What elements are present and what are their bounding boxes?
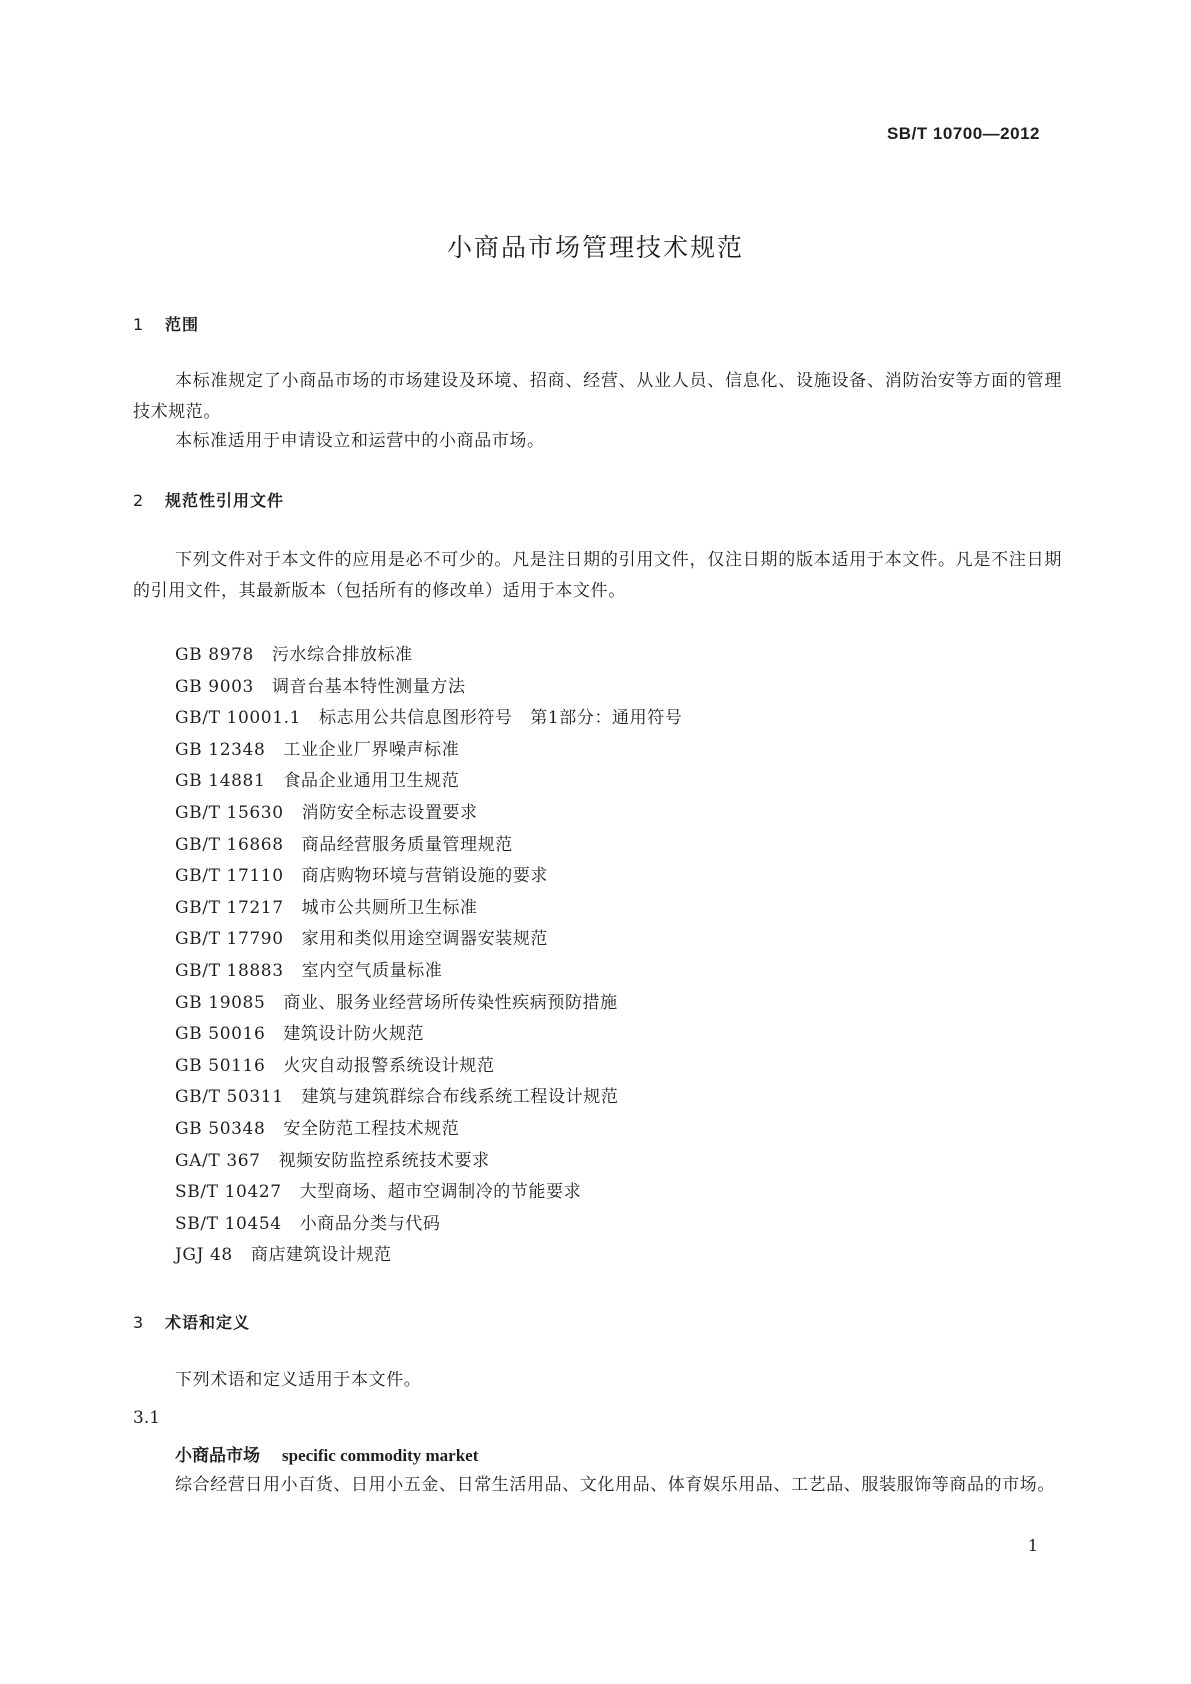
reference-item bbox=[175, 798, 682, 830]
reference-item bbox=[175, 703, 682, 735]
reference-title: 食品企业通用卫生规范 bbox=[283, 771, 460, 792]
reference-title: 标志用公共信息图形符号 第1部分：通用符号 bbox=[319, 708, 683, 729]
reference-code: GB/T 10001.1 bbox=[175, 708, 302, 729]
section-number: 3 bbox=[133, 1313, 145, 1332]
reference-title: 商店购物环境与营销设施的要求 bbox=[301, 866, 549, 887]
reference-title: 商品经营服务质量管理规范 bbox=[301, 834, 513, 855]
reference-title: 小商品分类与代码 bbox=[299, 1213, 441, 1234]
reference-item bbox=[175, 956, 682, 988]
reference-title: 火灾自动报警系统设计规范 bbox=[283, 1055, 495, 1076]
scope-paragraph: 本标准规定了小商品市场的市场建设及环境、招商、经营、从业人员、信息化、设施设备、消防治安等方面的管理技术规范。 bbox=[133, 371, 1062, 422]
reference-code: SB/T 10427 bbox=[175, 1182, 282, 1203]
reference-code: GB/T 50311 bbox=[175, 1087, 284, 1108]
reference-code: GB/T 17110 bbox=[175, 866, 284, 887]
reference-item bbox=[175, 924, 682, 956]
reference-code: GB/T 16868 bbox=[175, 834, 284, 855]
reference-title: 家用和类似用途空调器安装规范 bbox=[301, 929, 549, 950]
reference-item bbox=[175, 1082, 682, 1114]
scope-applicability-paragraph: 本标准适用于申请设立和运营中的小商品市场。 bbox=[175, 431, 545, 451]
terms-intro-paragraph: 下列术语和定义适用于本文件。 bbox=[175, 1370, 422, 1390]
standard-code: SB/T 10700—2012 bbox=[886, 124, 1040, 143]
section-heading-terms-definitions bbox=[133, 1310, 250, 1333]
reference-item bbox=[175, 735, 682, 767]
reference-item bbox=[175, 1177, 682, 1209]
reference-item bbox=[175, 861, 682, 893]
reference-code: GB 50116 bbox=[175, 1055, 266, 1076]
reference-title: 商业、服务业经营场所传染性疾病预防措施 bbox=[283, 992, 618, 1013]
term-english: specific commodity market bbox=[282, 1446, 479, 1465]
reference-title: 工业企业厂界噪声标准 bbox=[283, 739, 460, 760]
section-heading-scope bbox=[133, 312, 199, 335]
reference-code: GB/T 15630 bbox=[175, 802, 284, 823]
reference-item bbox=[175, 640, 682, 672]
reference-title: 大型商场、超市空调制冷的节能要求 bbox=[299, 1182, 582, 1203]
term-chinese: 小商品市场 bbox=[175, 1446, 260, 1466]
reference-code: GB 9003 bbox=[175, 676, 254, 697]
references-intro-paragraph: 下列文件对于本文件的应用是必不可少的。凡是注日期的引用文件，仅注日期的版本适用于本文件。凡是不注日期的引用文件，其最新版本（包括所有的修改单）适用于本文件。 bbox=[133, 550, 1062, 601]
reference-title: 污水综合排放标准 bbox=[271, 645, 413, 665]
reference-code: GB 50016 bbox=[175, 1024, 266, 1045]
reference-item bbox=[175, 672, 682, 704]
clause-number: 3.1 bbox=[133, 1408, 161, 1428]
reference-title: 商店建筑设计规范 bbox=[250, 1245, 392, 1266]
reference-code: SB/T 10454 bbox=[175, 1213, 282, 1234]
section-title: 规范性引用文件 bbox=[165, 491, 285, 510]
reference-title: 建筑与建筑群综合布线系统工程设计规范 bbox=[301, 1087, 619, 1108]
reference-list bbox=[175, 640, 682, 1272]
reference-item bbox=[175, 893, 682, 925]
reference-title: 调音台基本特性测量方法 bbox=[271, 676, 466, 697]
reference-code: GB/T 17217 bbox=[175, 897, 284, 918]
term-definition: 综合经营日用小百货、日用小五金、日常生活用品、文化用品、体育娱乐用品、工艺品、服装服饰等商品的市场。 bbox=[175, 1475, 1055, 1495]
reference-title: 视频安防监控系统技术要求 bbox=[278, 1150, 490, 1171]
reference-item bbox=[175, 988, 682, 1020]
reference-code: JGJ 48 bbox=[175, 1245, 233, 1266]
reference-item bbox=[175, 766, 682, 798]
reference-title: 建筑设计防火规范 bbox=[283, 1024, 425, 1045]
term-heading bbox=[175, 1441, 478, 1466]
section-title: 范围 bbox=[165, 315, 200, 334]
reference-code: GA/T 367 bbox=[175, 1150, 261, 1171]
reference-title: 城市公共厕所卫生标准 bbox=[301, 897, 478, 918]
section-heading-normative-references bbox=[133, 488, 284, 511]
reference-item bbox=[175, 1019, 682, 1051]
reference-item bbox=[175, 1051, 682, 1083]
reference-code: GB/T 18883 bbox=[175, 960, 284, 981]
reference-title: 室内空气质量标准 bbox=[301, 960, 443, 981]
reference-code: GB 19085 bbox=[175, 992, 266, 1013]
reference-item bbox=[175, 1240, 682, 1272]
reference-code: GB 14881 bbox=[175, 771, 266, 792]
reference-code: GB/T 17790 bbox=[175, 929, 284, 950]
reference-title: 消防安全标志设置要求 bbox=[301, 802, 478, 823]
reference-code: GB 12348 bbox=[175, 739, 266, 760]
page-number: 1 bbox=[1027, 1536, 1038, 1555]
section-number: 2 bbox=[133, 491, 145, 510]
reference-title: 安全防范工程技术规范 bbox=[283, 1118, 460, 1139]
reference-item bbox=[175, 830, 682, 862]
reference-item bbox=[175, 1209, 682, 1241]
reference-item bbox=[175, 1114, 682, 1146]
reference-item bbox=[175, 1146, 682, 1178]
section-title: 术语和定义 bbox=[165, 1313, 251, 1332]
document-title: 小商品市场管理技术规范 bbox=[446, 233, 744, 262]
section-number: 1 bbox=[133, 315, 145, 334]
reference-code: GB 8978 bbox=[175, 645, 254, 665]
reference-code: GB 50348 bbox=[175, 1118, 266, 1139]
